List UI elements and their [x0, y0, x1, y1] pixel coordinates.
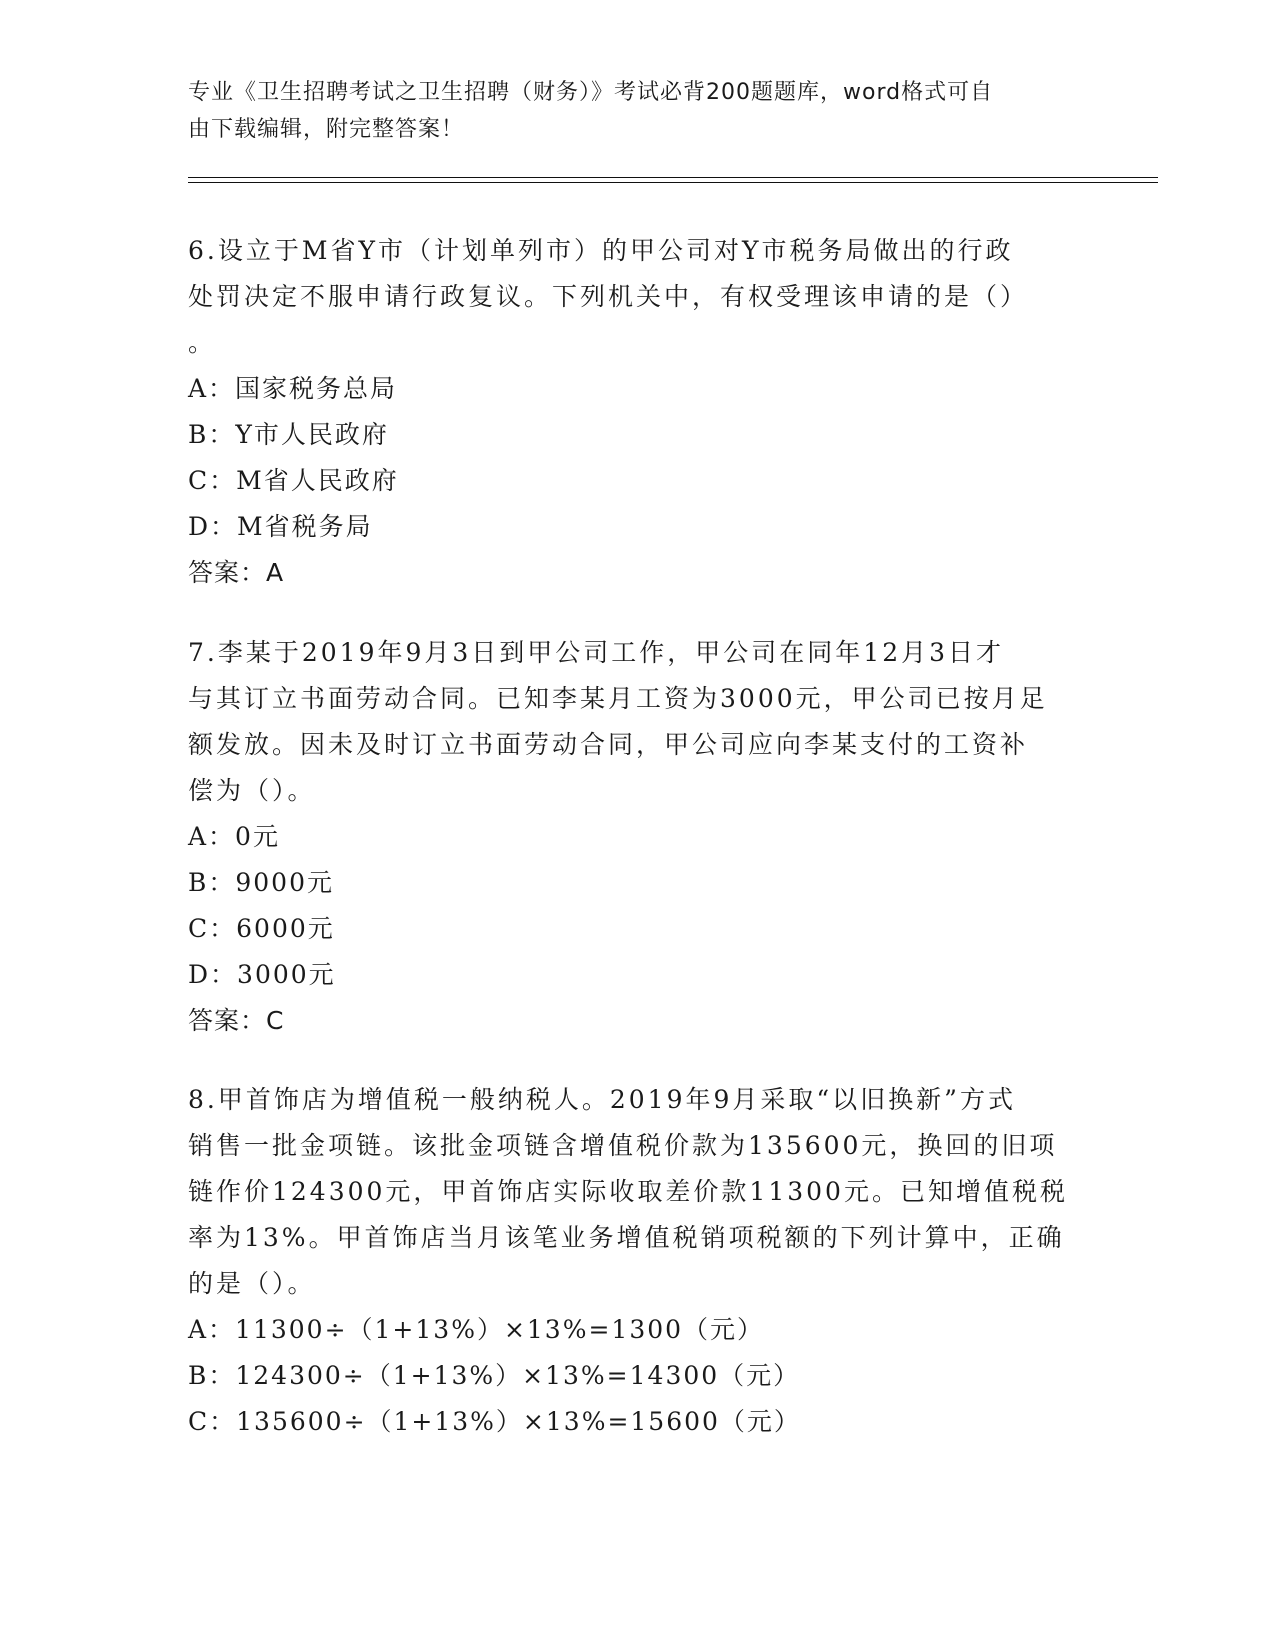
stem-line: 销售一批金项链。该批金项链含增值税价款为135600元，换回的旧项	[188, 1131, 1058, 1160]
question-stem	[188, 228, 1068, 366]
question-7	[188, 630, 1068, 1044]
option-a: A：国家税务总局	[188, 374, 398, 403]
option-b: B：Y市人民政府	[188, 420, 389, 449]
question-stem	[188, 630, 1068, 814]
stem-line: 与其订立书面劳动合同。已知李某月工资为3000元，甲公司已按月足	[188, 684, 1048, 713]
option-b: B：9000元	[188, 868, 334, 897]
option-a: A：0元	[188, 822, 280, 851]
stem-line: 6.设立于M省Y市（计划单列市）的甲公司对Y市税务局做出的行政	[188, 236, 1014, 265]
option-c: C：6000元	[188, 914, 335, 943]
question-stem	[188, 1077, 1068, 1307]
option-d: D：3000元	[188, 960, 336, 989]
answer: 答案：A	[188, 558, 285, 587]
option-b: B：124300÷（1+13%）×13%=14300（元）	[188, 1361, 801, 1390]
stem-line: 。	[188, 328, 217, 357]
stem-line: 偿为（）。	[188, 776, 316, 805]
stem-line: 链作价124300元，甲首饰店实际收取差价款11300元。已知增值税税	[188, 1177, 1068, 1206]
header-divider	[188, 182, 1158, 183]
header-line: 专业《卫生招聘考试之卫生招聘（财务）》考试必背200题题库，word格式可自	[188, 80, 994, 105]
option-a: A：11300÷（1+13%）×13%=1300（元）	[188, 1315, 765, 1344]
question-6	[188, 228, 1068, 596]
question-8	[188, 1077, 1068, 1445]
stem-line: 额发放。因未及时订立书面劳动合同，甲公司应向李某支付的工资补	[188, 730, 1029, 759]
stem-line: 率为13%。甲首饰店当月该笔业务增值税销项税额的下列计算中，正确	[188, 1223, 1065, 1252]
stem-line: 处罚决定不服申请行政复议。下列机关中，有权受理该申请的是（）	[188, 282, 1029, 311]
answer: 答案：C	[188, 1006, 285, 1035]
header-divider	[188, 177, 1158, 178]
option-c: C：135600÷（1+13%）×13%=15600（元）	[188, 1407, 801, 1436]
stem-line: 的是（）。	[188, 1269, 316, 1298]
header-line: 由下载编辑，附完整答案！	[188, 117, 465, 142]
document-header	[188, 74, 1068, 148]
option-d: D：M省税务局	[188, 512, 373, 541]
stem-line: 7.李某于2019年9月3日到甲公司工作，甲公司在同年12月3日才	[188, 638, 1005, 667]
stem-line: 8.甲首饰店为增值税一般纳税人。2019年9月采取“以旧换新”方式	[188, 1085, 1016, 1114]
option-c: C：M省人民政府	[188, 466, 399, 495]
